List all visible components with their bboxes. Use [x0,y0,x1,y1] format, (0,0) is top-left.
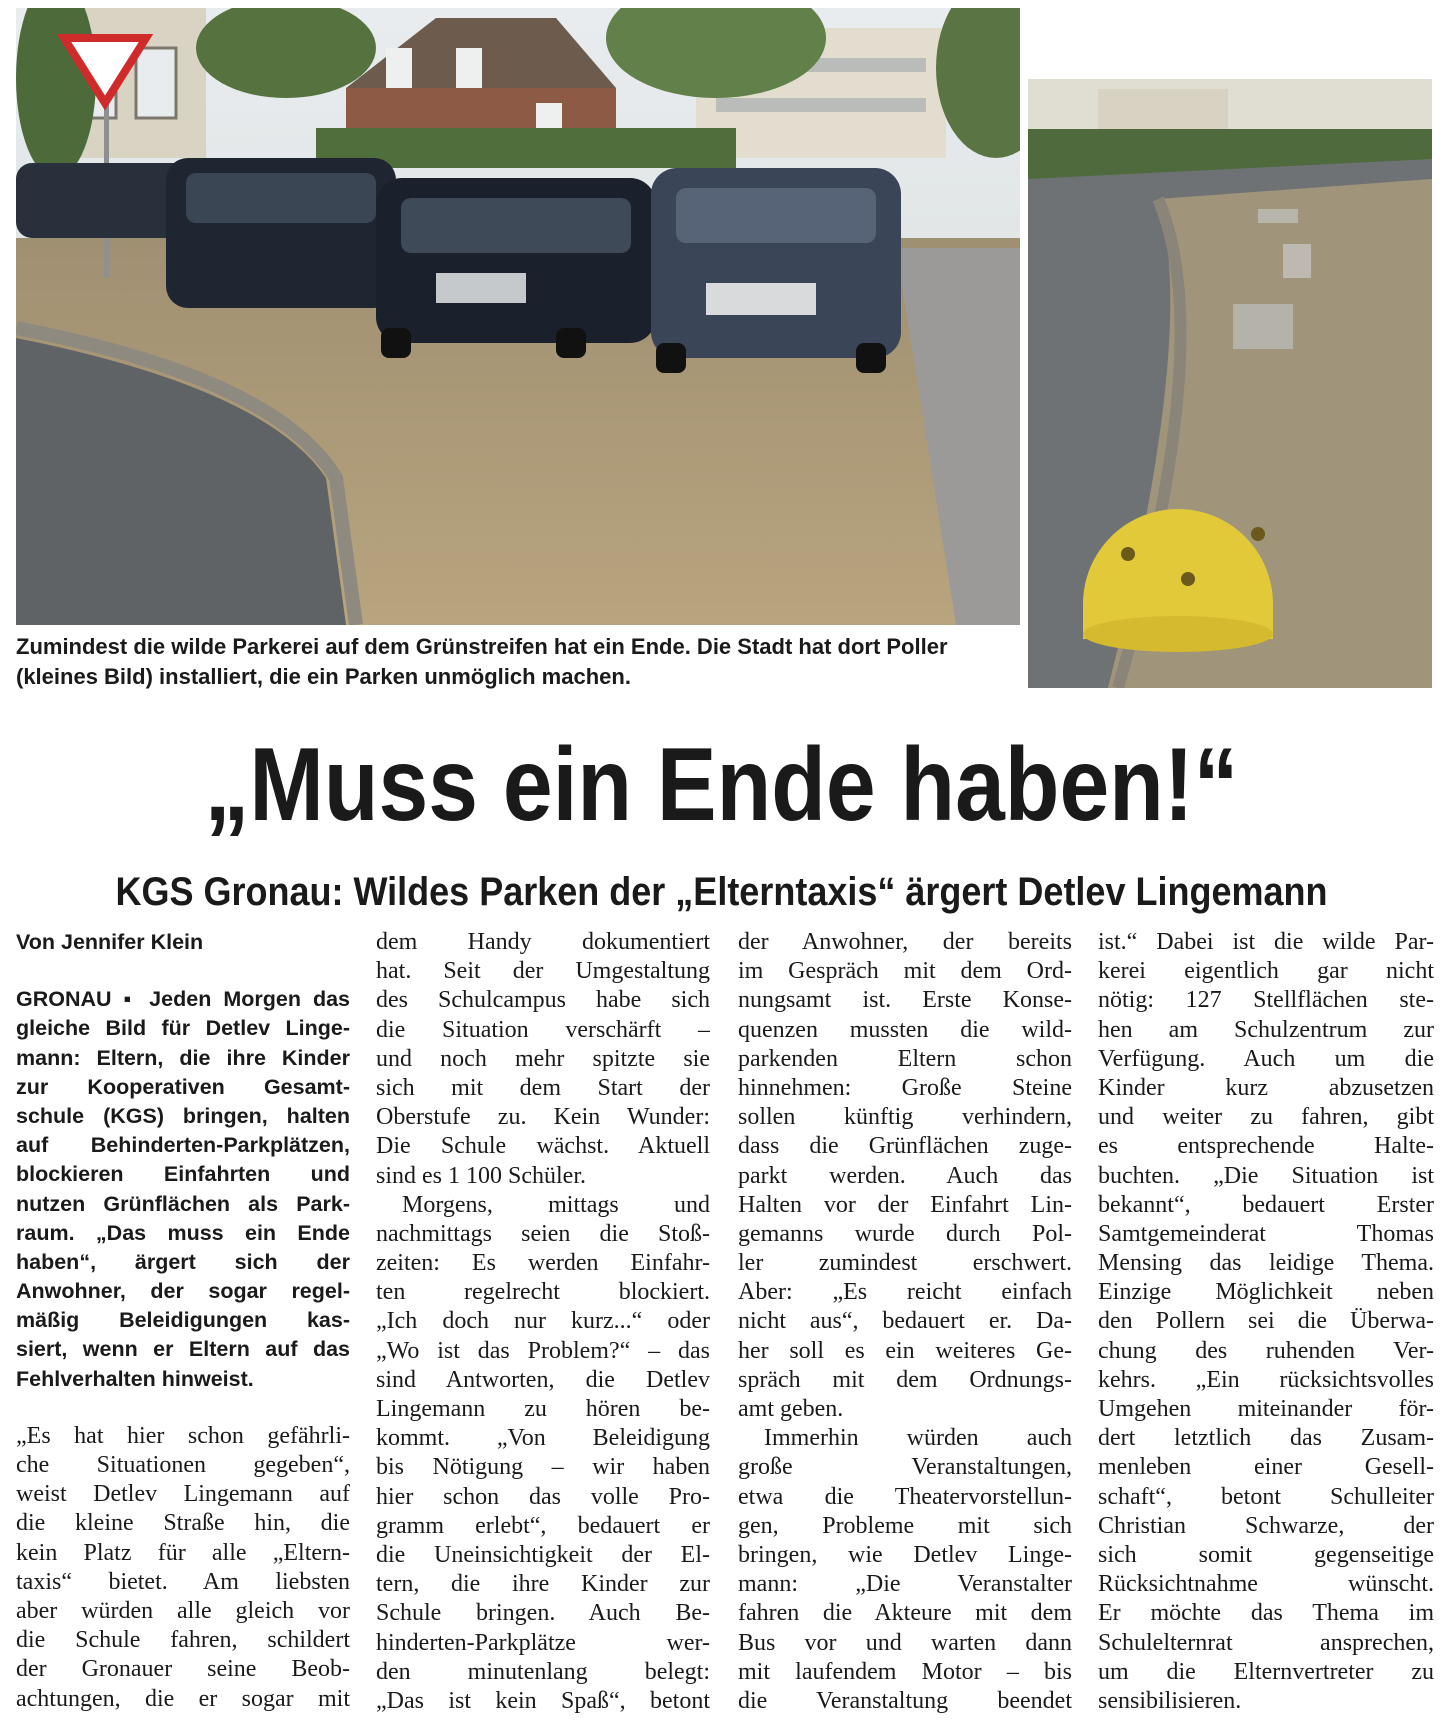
inset-photo [1026,77,1434,690]
text-line: spräch mit dem Ordnungs- [738,1366,1072,1393]
headline: „Muss ein Ende haben!“ [204,727,1239,843]
text-line: nötig: 127 Stellflächen ste- [1098,987,1434,1014]
byline: Von Jennifer Klein [16,930,204,954]
text-line: parkenden Eltern schon [738,1045,1072,1072]
lead-paragraph [16,985,350,1394]
text-line: dass die Grünflächen zuge- [738,1133,1072,1160]
text-line: sich somit gegenseitige [1098,1541,1434,1568]
text-line: tern, die ihre Kinder zur [376,1571,710,1598]
text-line: der Gronauer seine Beob- [16,1656,350,1683]
text-line: achtungen, die er sogar mit [16,1685,350,1712]
text-line: „Wo ist das Problem?“ – das [376,1337,710,1364]
article-column-3 [738,928,1072,1728]
text-line: dert letztlich das Zusam- [1098,1425,1434,1452]
text-line: mit laufendem Motor – bis [738,1658,1072,1685]
text-line: Mensing das leidige Thema. [1098,1250,1434,1277]
text-line: die kleine Straße hin, die [16,1510,350,1537]
text-line: Schulelternrat ansprechen, [1098,1629,1434,1656]
text-line: che Situationen gegeben“, [16,1452,350,1478]
text-line: zeiten: Es werden Einfahr- [376,1250,710,1277]
text-line: ist.“ Dabei ist die wilde Par- [1098,929,1434,955]
text-line: haben“, ärgert sich der [16,1249,350,1274]
text-line: die Situation verschärft – [376,1016,710,1043]
text-line: den minutenlang belegt: [376,1658,710,1685]
text-line: Er möchte das Thema im [1098,1600,1434,1627]
text-line: die Veranstaltung beendet [738,1687,1072,1714]
text-line: mäßig Beleidigungen kas- [16,1308,350,1333]
text-line: die Schule fahren, schildert [16,1627,350,1654]
text-line: nicht aus“, bedauert er. Da- [738,1308,1072,1335]
text-line: im Gespräch mit dem Ord- [738,958,1072,985]
text-line: sensibilisieren. [1098,1687,1242,1714]
text-line: gleiche Bild für Detlev Linge- [16,1016,350,1041]
text-line: chung des ruhenden Ver- [1098,1337,1434,1364]
text-line: auf Behinderten-Parkplätzen, [16,1133,350,1158]
text-line: um die Elternvertreter zu [1098,1658,1434,1685]
text-line: taxis“ bietet. Am liebsten [16,1568,350,1595]
text-line: und weiter zu fahren, gibt [1098,1104,1434,1131]
article-column-1 [16,928,350,1728]
text-line: mann: „Die Veranstalter [738,1571,1072,1598]
text-line: weist Detlev Lingemann auf [16,1481,350,1508]
text-line: Christian Schwarze, der [1098,1512,1434,1539]
text-line: gen, Probleme mit sich [738,1512,1072,1539]
text-line: kehrs. „Ein rücksichtsvolles [1098,1366,1434,1393]
text-line: etwa die Theatervorstellun- [738,1483,1072,1510]
text-line: Einzige Möglichkeit neben [1098,1279,1434,1306]
text-line: Anwohner, der sogar regel- [16,1279,350,1304]
article-column-4 [1098,928,1434,1728]
text-line: raum. „Das muss ein Ende [16,1220,350,1245]
text-line: sollen künftig verhindern, [738,1104,1072,1131]
text-line: Verfügung. Auch um die [1098,1045,1434,1072]
text-line: nachmittags seien die Stoß- [376,1220,710,1247]
text-line: Samtgemeinderat Thomas [1098,1220,1434,1247]
text-line: buchten. „Die Situation ist [1098,1162,1434,1189]
text-line: mann: Eltern, die ihre Kinder [16,1045,350,1070]
text-line: sich mit dem Start der [376,1074,710,1101]
text-line: parkt werden. Auch das [738,1162,1072,1189]
article-column-2 [376,928,710,1728]
text-line: quenzen mussten die wild- [738,1016,1072,1043]
text-line: schule (KGS) bringen, halten [16,1103,350,1128]
text-line: siert, wenn er Eltern auf das [16,1337,350,1362]
body-paragraph [16,1422,350,1714]
text-line: Umgehen miteinander för- [1098,1396,1434,1422]
text-line: es entsprechende Halte- [1098,1133,1434,1160]
text-line: der Anwohner, der bereits [738,929,1072,955]
text-line: Oberstufe zu. Kein Wunder: [376,1104,710,1131]
text-line: gemanns wurde durch Pol- [738,1220,1072,1247]
text-line: Schule bringen. Auch Be- [376,1600,710,1627]
text-line: aber würden alle gleich vor [16,1597,350,1624]
text-line: kerei eigentlich gar nicht [1098,958,1434,985]
text-line: bekannt“, bedauert Erster [1098,1191,1434,1218]
text-line: zur Kooperativen Gesamt- [16,1074,350,1099]
text-line: her soll es ein weiteres Ge- [738,1337,1072,1364]
text-line: GRONAU ▪ Jeden Morgen das [16,987,350,1012]
text-line: dem Handy dokumentiert [376,929,710,955]
text-line: nutzen Grünflächen als Park- [16,1191,350,1216]
text-line: sind Antworten, die Detlev [376,1366,710,1393]
text-line: sind es 1 100 Schüler. [376,1162,586,1189]
text-line: bringen, wie Detlev Linge- [738,1541,1072,1568]
text-line: Halten vor der Einfahrt Lin- [738,1191,1072,1218]
text-line: Morgens, mittags und [402,1191,710,1218]
text-line: gramm erlebt“, bedauert er [376,1512,710,1539]
text-line: des Schulcampus habe sich [376,987,710,1014]
text-line: große Veranstaltungen, [738,1454,1072,1481]
text-line: Die Schule wächst. Aktuell [376,1133,710,1160]
text-line: hinderten-Parkplätze wer- [376,1629,710,1656]
text-line: fahren die Akteure mit dem [738,1600,1072,1627]
text-line: Fehlverhalten hinweist. [16,1366,254,1391]
text-line: „Ich doch nur kurz...“ oder [376,1308,710,1335]
text-line: „Es hat hier schon gefährli- [16,1422,350,1449]
text-line: Immerhin würden auch [764,1425,1072,1452]
text-line: Rücksichtnahme wünscht. [1098,1571,1434,1598]
text-line: kein Platz für alle „Eltern- [16,1539,350,1566]
photo-caption [16,632,1016,692]
caption-line: (kleines Bild) installiert, die ein Parken unmöglich machen. [16,664,631,689]
text-line: Aber: „Es reicht einfach [738,1279,1072,1306]
text-line: die Uneinsichtigkeit der El- [376,1541,710,1568]
parked-cars-photo-icon [16,8,1020,625]
text-line: bis Nötigung – wir haben [376,1454,710,1481]
subheadline: KGS Gronau: Wildes Parken der „Elterntaxis“ ärgert Detlev Lingemann [115,870,1328,914]
text-line: ler zumindest erschwert. [738,1250,1072,1277]
main-photo [16,8,1020,625]
text-line: menleben einer Gesell- [1098,1454,1434,1481]
text-line: hat. Seit der Umgestaltung [376,958,710,985]
text-line: und noch mehr spitzte sie [376,1045,710,1072]
text-line: Kinder kurz abzusetzen [1098,1074,1434,1101]
bollard-photo-icon [1028,79,1432,688]
text-line: nungsamt ist. Erste Konse- [738,987,1072,1014]
text-line: „Das ist kein Spaß“, betont [376,1687,710,1714]
text-line: Lingemann zu hören be- [376,1396,710,1422]
text-line: amt geben. [738,1396,844,1422]
text-line: schaft“, betont Schulleiter [1098,1483,1434,1510]
text-line: kommt. „Von Beleidigung [376,1425,710,1452]
text-line: hinnehmen: Große Steine [738,1074,1072,1101]
text-line: hen am Schulzentrum zur [1098,1016,1434,1043]
text-line: Bus vor und warten dann [738,1629,1072,1656]
text-line: hier schon das volle Pro- [376,1483,710,1510]
text-line: den Pollern sei die Überwa- [1098,1308,1434,1335]
caption-line: Zumindest die wilde Parkerei auf dem Grünstreifen hat ein Ende. Die Stadt hat dort Poller [16,634,948,659]
text-line: blockieren Einfahrten und [16,1162,350,1187]
text-line: ten regelrecht blockiert. [376,1279,710,1306]
